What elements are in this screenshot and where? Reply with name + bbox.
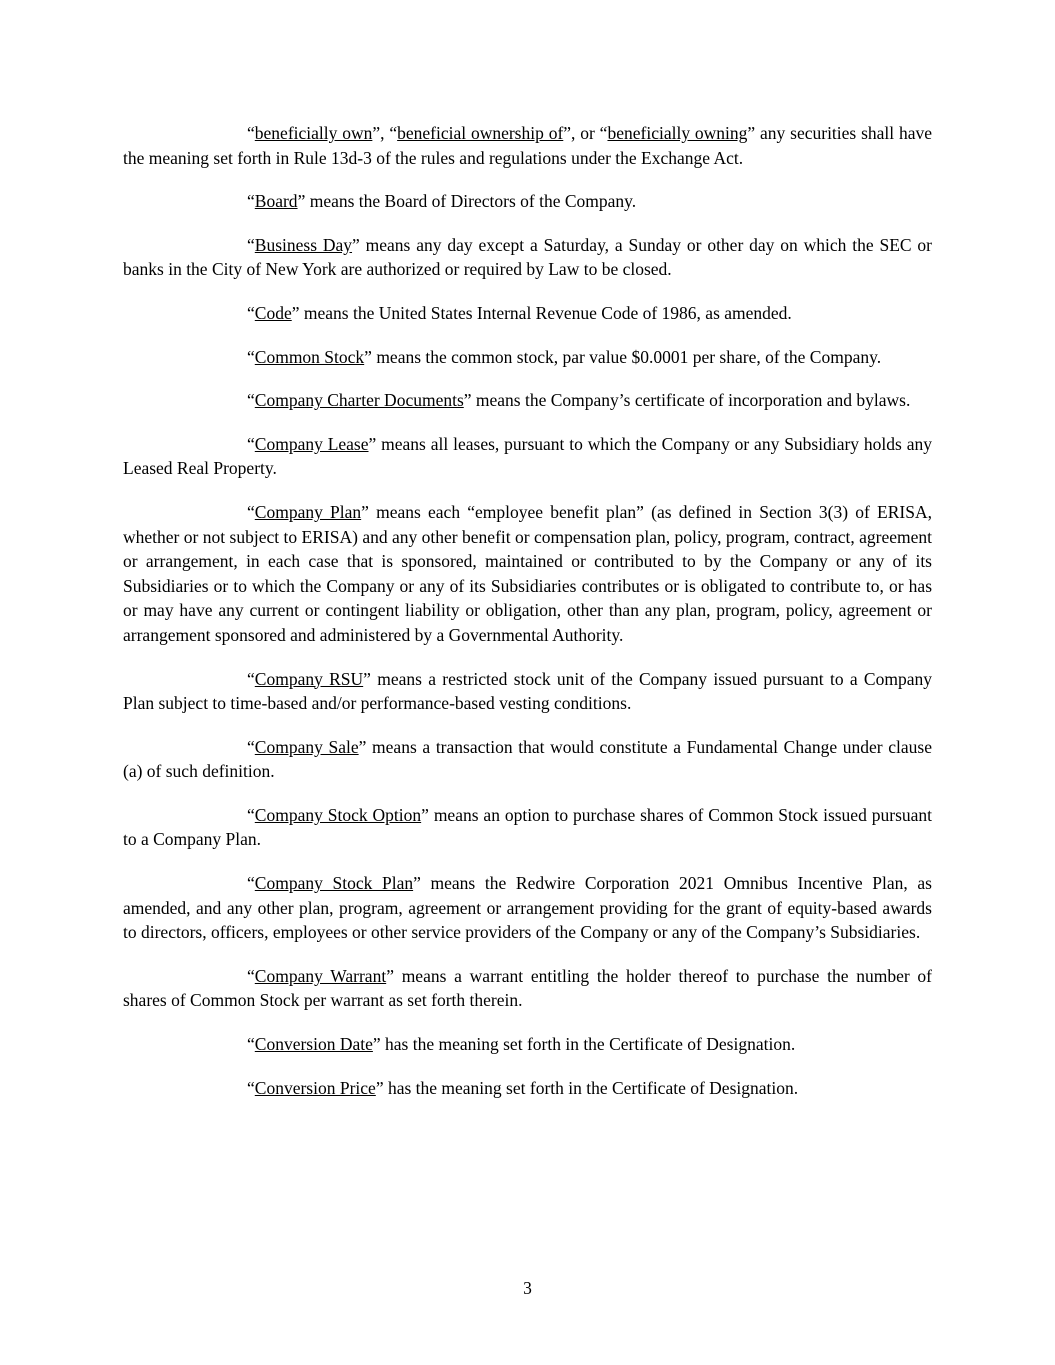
defined-term: Business Day — [254, 234, 353, 255]
paragraph-text: ” means the Redwire Corporation 2021 Omnibus Incentive Plan, as amended, and any other plan, program, agreement or arrangement providing for the grant of equity-based awards to directors, officers, employees or other service providers of the Company or any of the Company’s Subsidiaries. — [123, 873, 932, 943]
paragraph-text: “ — [247, 804, 255, 825]
paragraph-text: ”, “ — [372, 123, 398, 143]
defined-term: beneficially own — [254, 123, 373, 143]
paragraph-text: “ — [247, 1077, 255, 1098]
paragraph-text: ” means a warrant entitling the holder thereof to purchase the number of shares of Common Stock per warrant as set forth therein. — [123, 965, 932, 1011]
defined-term: Company RSU — [254, 668, 364, 689]
paragraph-text: ” means the United States Internal Revenue Code of 1986, as amended. — [291, 302, 792, 323]
paragraph-text: “ — [247, 668, 255, 689]
paragraph-text: ” means all leases, pursuant to which the Company or any Subsidiary holds any Leased Real Property. — [123, 433, 932, 479]
defined-term: Company Charter Documents — [254, 390, 464, 411]
paragraph-text: “ — [247, 302, 255, 323]
definitions-body — [123, 121, 932, 1119]
definition-paragraph — [123, 1076, 932, 1101]
defined-term: Conversion Price — [254, 1077, 376, 1098]
paragraph-text: ”, or “ — [563, 123, 608, 143]
paragraph-text: ” means each “employee benefit plan” (as defined in Section 3(3) of ERISA, whether or not subject to ERISA) and any other benefit or compensation plan, policy, program, contract, agreement or arrangement, in each case that is sponsored, maintained or contributed to by the Company or any of its Subsidiaries or to which the Company or any of its Subsidiaries contributes or is obligated to contribute to, or has or may have any current or contingent liability or obligation, other than any plan, program, policy, agreement or arrangement sponsored and administered by a Governmental Authority. — [123, 501, 932, 645]
definition-paragraph — [123, 500, 932, 648]
defined-term: beneficial ownership of — [397, 123, 564, 143]
defined-term: Company Warrant — [254, 965, 387, 986]
definition-paragraph — [123, 189, 932, 214]
paragraph-text: ” has the meaning set forth in the Certificate of Designation. — [375, 1077, 799, 1098]
paragraph-text: ” means the Company’s certificate of incorporation and bylaws. — [463, 390, 911, 411]
defined-term: Conversion Date — [254, 1034, 373, 1055]
paragraph-text: ” means the common stock, par value $0.0001 per share, of the Company. — [364, 346, 882, 367]
paragraph-text: “ — [247, 234, 255, 255]
paragraph-text: ” means any day except a Saturday, a Sunday or other day on which the SEC or banks in the City of New York are authorized or required by Law to be closed. — [123, 234, 932, 280]
definition-paragraph — [123, 1032, 932, 1057]
defined-term: Company Lease — [254, 433, 369, 454]
paragraph-text: ” means an option to purchase shares of Common Stock issued pursuant to a Company Plan. — [123, 804, 933, 850]
definition-paragraph — [123, 121, 932, 170]
defined-term: Company Stock Plan — [254, 873, 414, 894]
paragraph-text: ” any securities shall have the meaning set forth in Rule 13d-3 of the rules and regulations under the Exchange Act. — [123, 123, 932, 168]
definition-paragraph — [123, 233, 932, 282]
definition-paragraph — [123, 432, 932, 481]
defined-term: Company Stock Option — [254, 804, 422, 825]
paragraph-text: “ — [247, 965, 255, 986]
definition-paragraph — [123, 803, 932, 852]
paragraph-text: “ — [247, 191, 255, 212]
paragraph-text: “ — [247, 501, 255, 522]
paragraph-text: ” means a transaction that would constitute a Fundamental Change under clause (a) of such definition. — [123, 736, 933, 782]
paragraph-text: “ — [247, 390, 255, 411]
definition-paragraph — [123, 964, 932, 1013]
defined-term: Common Stock — [254, 346, 365, 367]
paragraph-text: “ — [247, 346, 255, 367]
paragraph-text: ” has the meaning set forth in the Certificate of Designation. — [372, 1034, 796, 1055]
defined-term: beneficially owning — [607, 123, 748, 143]
definition-paragraph — [123, 735, 932, 784]
paragraph-text: ” means a restricted stock unit of the Company issued pursuant to a Company Plan subject to time-based and/or performance-based vesting conditions. — [123, 668, 932, 714]
defined-term: Company Plan — [254, 501, 362, 522]
definition-paragraph — [123, 345, 932, 370]
paragraph-text: “ — [247, 1034, 255, 1055]
defined-term: Company Sale — [254, 736, 359, 757]
definition-paragraph — [123, 301, 932, 326]
paragraph-text: “ — [247, 433, 255, 454]
page-number: 3 — [523, 1278, 532, 1298]
paragraph-text: “ — [247, 736, 255, 757]
definition-paragraph — [123, 871, 932, 945]
definition-paragraph — [123, 667, 932, 716]
defined-term: Code — [254, 302, 292, 323]
defined-term: Board — [254, 191, 298, 212]
paragraph-text: “ — [247, 873, 255, 894]
paragraph-text: “ — [247, 123, 255, 143]
paragraph-text: ” means the Board of Directors of the Company. — [297, 191, 637, 212]
definition-paragraph — [123, 388, 932, 413]
